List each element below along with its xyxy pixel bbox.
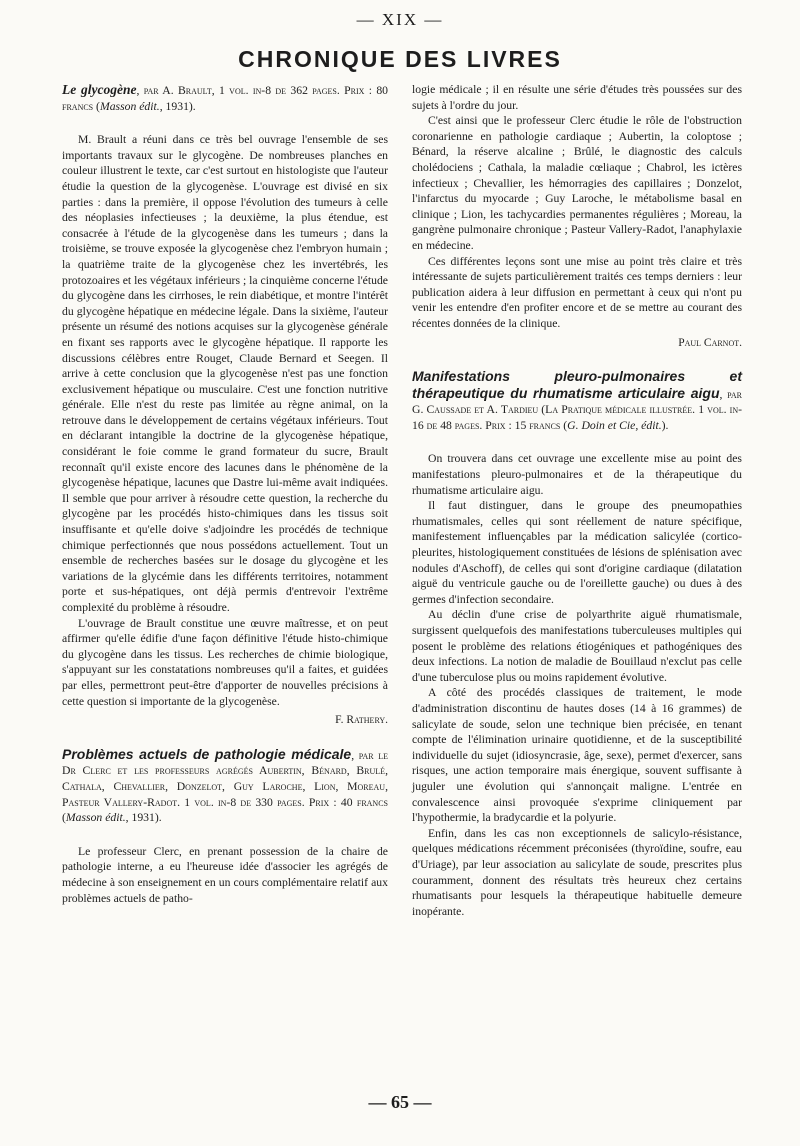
- review-paragraph: On trouvera dans cet ouvrage une excellente mise au point des manifestations pleuro-pulmonaires et de la thérapeutique du rhumatisme articulaire aigu.: [412, 452, 742, 497]
- book-publisher: G. Doin et Cie, édit.: [567, 418, 662, 432]
- right-column: [412, 82, 742, 919]
- book-details: , par G. Caussade et A. Tardieu (La Pratique médicale illustrée. 1 vol. in-16 de 48 pages. Prix : 15 francs (: [412, 387, 742, 432]
- review-paragraph: Ces différentes leçons sont une mise au point très claire et très intéressante de sujets particulièrement traités ces temps derniers : leur publication aidera à leur diffusion en permettant à ceux qui n'ont pu venir les entendre d'en profiter encore et de se mettre au courant des récentes données de la clinique.: [412, 254, 742, 330]
- page-title: CHRONIQUE DES LIVRES: [238, 46, 562, 72]
- review-paragraph: Il faut distinguer, dans le groupe des pneumopathies rhumatismales, celles qui sont réellement de nature spécifique, manifestement influençables par la médication salicylée (cortico-pleurites, histologiquement constituées de lésions de splénisation avec nodules d'Aschoff), de celles qui sont d'origine cardiaque (dilatation aiguë du ventricule gauche ou de l'oreillette gauche) ou dues à des germes d'infection secondaire.: [412, 499, 742, 606]
- review-paragraph: L'ouvrage de Brault constitue une œuvre maîtresse, et on peut affirmer qu'elle édifie d'une façon définitive l'étude histo-chimique du glycogène dans les tissus. Les recherches de chimie biologique, s'appuyant sur les constatations nombreuses qu'il a faites, et guidées par elles, permettront peut-être d'apporter de nouvelles précisions à cette question si importante de la glycogenèse.: [62, 616, 388, 708]
- review-paragraph: M. Brault a réuni dans ce très bel ouvrage l'ensemble de ses importants travaux sur le glycogène. De nombreuses planches en couleur illustrent le texte, car c'est surtout en histologiste que l'auteur étudie la question de la glycogenèse. L'ouvrage est divisé en six parties : dans la première, il oppose l'évolution des tumeurs à celle des néoplasies infectieuses ; la deuxième, la plus étendue, est consacrée à l'étude de la glycogenèse dans les tumeurs ; dans la troisième, se trouve exposée la glycogenèse chez l'embryon humain ; la quatrième traite de la glycogenèse chez les invertébrés, les protozoaires et les végétaux inférieurs ; la cinquième concerne l'étude du glycogène dans les cirrhoses, le rein diabétique, et montre l'intérêt du glycogène hépatique en médecine légale. Dans la sixième, l'auteur présente un résumé des notions acquises sur la glycogenèse générale en fixant ses rapports avec le glycogène hépatique. Il rapporte les discussions célèbres entre Rouget, Claude Bernard et Seegen. Il arrive à cette conclusion que la glycogenèse n'est pas une fonction exclusivement hépatique ou musculaire. C'est une fonction nutritive générale. Elle n'est du reste pas limitée au règne animal, on la retrouve dans le développement de certains végétaux inférieurs. Tout en déclarant intangible la doctrine de la glycogenèse hépatique, considérant le foie comme le grand formateur du sucre, Brault reconnaît qu'il existe encore des lacunes dans le phénomène de la glycogenèse hépatique, lacunes que Dastre lui-même avait indiquées. Il semble que pour arriver à résoudre cette question, la recherche du glycogène par les procédés histo-chimiques dans les tissus soit insuffisante et qu'elle doive s'adjoindre les procédés de technique chimique perfectionnés que nous possédons actuellement. Tout un ensemble de recherches basées sur le dosage du glycogène et les variations de la glycémie dans les différents territoires, notamment porte et sus-hépatiques, ont déjà permis d'entrevoir l'extrême complexité du problème à résoudre.: [62, 133, 388, 614]
- review-paragraph: Enfin, dans les cas non exceptionnels de salicylo-résistance, quelques médications récemment préconisées (thyroïdine, soufre, eau d'Uriage), par leur association au salicylate de soude, prescrites plus couramment, donnent des résultats très heureux chez certains rhumatisants pour lesquels la thérapeutique habituelle demeure inopérante.: [412, 826, 742, 918]
- book-year: ).: [661, 418, 669, 432]
- review-reference-problemes: [62, 747, 388, 826]
- book-title: Manifestations pleuro-pulmonaires et thérapeutique du rhumatisme articulaire aigu: [412, 368, 742, 401]
- reviewer-signature: F. Rathery.: [335, 714, 388, 727]
- reviewer-signature: Paul Carnot.: [678, 336, 742, 349]
- left-column: [62, 82, 388, 906]
- review-paragraph: Au déclin d'une crise de polyarthrite aiguë rhumatismale, surgissent quelquefois des manifestations tuberculeuses multiples qui posent le problème des relations étiogéniques et pathogéniques des deux infections. La notion de maladie de Bouillaud n'exclut pas celle d'une tuberculose plus ou moins rapidement évolutive.: [412, 608, 742, 684]
- review-reference-manifestations: [412, 369, 742, 433]
- book-title: Problèmes actuels de pathologie médicale: [62, 745, 352, 762]
- review-paragraph: C'est ainsi que le professeur Clerc étudie le rôle de l'obstruction coronarienne en pathologie cardiaque ; Aubertin, la coloptose ; Bénard, la réserve alcaline ; Brûlé, le diagnostic des calculs cholédociens ; Cathala, la maladie cœliaque ; Chabrol, les ictères infectieux ; Chevallier, les hémorragies des capillaires ; Donzelot, l'infarctus du myocarde ; Guy Laroche, le métabolisme basal en clinique ; Lion, les tachycardies permanentes régulières ; Moreau, la gangrène pulmonaire chronique ; Pasteur Vallery-Radot, l'anaphylaxie en médecine.: [412, 114, 742, 252]
- book-details: , par A. Brault, 1 vol. in-8 de 362 pages. Prix : 80 francs (: [62, 84, 389, 113]
- page-number: — 65 —: [368, 1092, 432, 1112]
- roman-page-number: — XIX —: [356, 10, 444, 29]
- book-title: Le glycogène: [62, 82, 137, 97]
- book-details: , par le Dr Clerc et les professeurs agrégés Aubertin, Bénard, Brulé, Cathala, Chevallier, Donzelot, Guy Laroche, Lion, Moreau, Pasteur Vallery-Radot. 1 vol. in-8 de 330 pages. Prix : 40 francs (: [62, 748, 388, 825]
- book-publisher: Masson édit.: [99, 99, 160, 113]
- review-paragraph: A côté des procédés classiques de traitement, le mode d'administration discontinu de hautes doses (14 à 16 grammes) de salicylate de soude, selon une technique bien précisée, en tenant compte de l'élimination urinaire quotidienne, et de la susceptibilité individuelle du sujet (idiosyncrasie, âge, sexe), permet d'exercer, sans risques, une action temporaire mais énergique, souvent suffisante à juguler une évolution qui s'annonçait maligne. L'entrée en convalescence ainsi provoquée s'exprime cliniquement par l'hypothermie, la bradycardie et la polyurie.: [412, 686, 742, 825]
- review-paragraph: logie médicale ; il en résulte une série d'études très poussées sur des sujets à l'ordre du jour.: [412, 83, 742, 112]
- book-year: , 1931).: [125, 811, 162, 825]
- book-year: , 1931).: [159, 99, 196, 113]
- book-publisher: Masson édit.: [65, 811, 126, 825]
- review-paragraph: Le professeur Clerc, en prenant possession de la chaire de pathologie interne, a eu l'heureuse idée d'associer les agrégés de médecine à son enseignement en un cours complémentaire relatif aux problèmes actuels de patho-: [62, 844, 388, 905]
- review-reference-glycogene: [62, 82, 388, 114]
